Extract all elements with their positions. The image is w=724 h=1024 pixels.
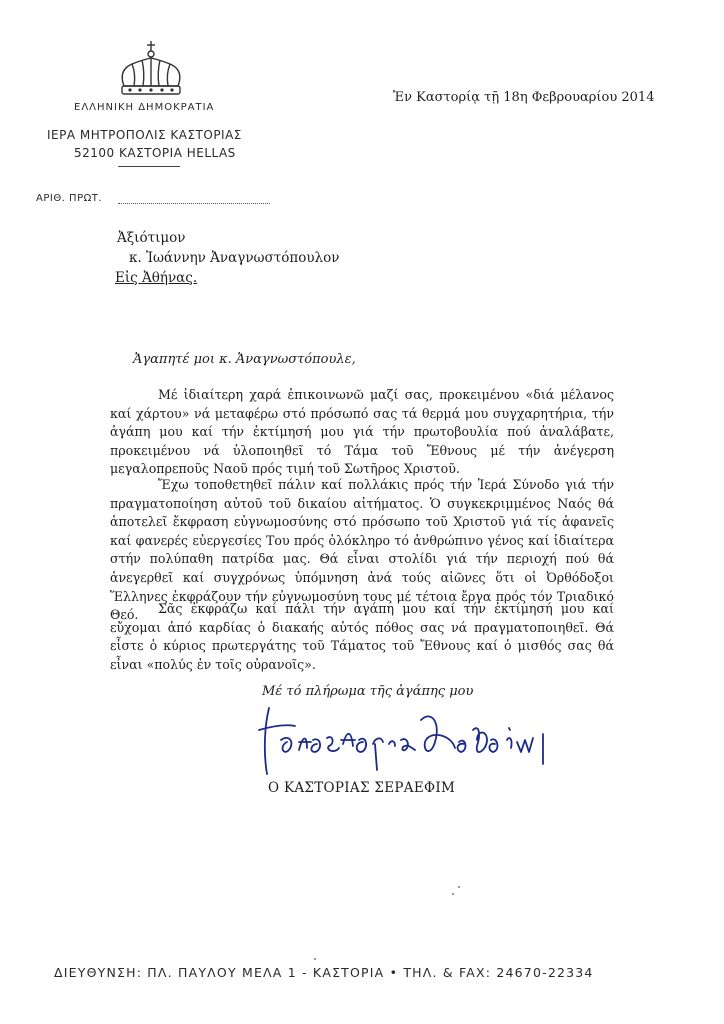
- footer-address: ΔΙΕΥΘΥΝΣΗ: ΠΛ. ΠΑΥΛΟΥ ΜΕΛΑ 1 - ΚΑΣΤΟΡΙΑ • ΤΗΛ. & FAX: 24670-22334: [54, 965, 594, 980]
- letterhead-republic: ΕΛΛΗΝΙΚΗ ΔΗΜΟΚΡΑΤΙΑ: [74, 102, 215, 113]
- scan-speck: [452, 893, 454, 895]
- salutation: Ἀγαπητέ μοι κ. Ἀναγνωστόπουλε,: [133, 352, 356, 367]
- letterhead-metropolis: ΙΕΡΑ ΜΗΤΡΟΠΟΛΙΣ ΚΑΣΤΟΡΙΑΣ: [47, 128, 242, 142]
- body-paragraph-1: [110, 386, 614, 479]
- letterhead-postal-address: 52100 ΚΑΣΤΟΡΙΑ HELLAS: [74, 146, 236, 160]
- letter-date: Ἐν Καστορίᾳ τῇ 18η Φεβρουαρίου 2014: [393, 90, 655, 105]
- body-paragraph-3: [110, 600, 614, 674]
- handwritten-signature: [255, 700, 555, 780]
- crown-emblem-icon: [112, 40, 190, 98]
- signatory-name: Ο ΚΑΣΤΟΡΙΑΣ ΣΕΡΑΕΦΙΜ: [268, 780, 456, 796]
- addressee-honorific: Ἀξιότιμον: [117, 230, 186, 246]
- letterhead-divider: [118, 166, 180, 167]
- scan-speck: [458, 886, 460, 888]
- protocol-number-line: [118, 203, 270, 204]
- body-paragraph-1-text: Μέ ἰδιαίτερη χαρά ἐπικοινωνῶ μαζί σας, προκειμένου «διά μέλανος καί χάρτου» νά μεταφέρω στό πρόσωπό σας τά θερμά μου συγχαρητήρια, τήν ἀγάπη μου καί τήν ἐκτίμησή μου γιά τήν πρωτοβουλία πού ἀναλάβατε, προκειμένου νά ὑλοποιηθεῖ τό Τάμα τοῦ Ἔθνους μέ τήν ἀνέγερση μεγαλοπρεποῦς Ναοῦ πρός τιμή τοῦ Σωτῆρος Χριστοῦ.: [110, 387, 614, 477]
- closing-line: Μέ τό πλήρωμα τῆς ἀγάπης μου: [262, 684, 474, 699]
- scan-speck: [314, 958, 316, 960]
- addressee-city: Εἰς Ἀθήνας.: [115, 270, 198, 286]
- body-paragraph-3-text: Σᾶς ἐκφράζω καί πάλι τήν ἀγάπη μου καί τήν ἐκτίμησή μου καί εὔχομαι ἀπό καρδίας ὁ διακαής αὐτός πόθος σας νά πραγματοποιηθεῖ. Θά εἶστε ὁ κύριος πρωτεργάτης τοῦ Τάματος τοῦ Ἔθνους καί ὁ μισθός σας θά εἶναι «πολύς ἐν τοῖς οὐρανοῖς».: [110, 601, 614, 672]
- body-paragraph-2-text: Ἔχω τοποθετηθεῖ πάλιν καί πολλάκις πρός τήν Ἱερά Σύνοδο γιά τήν πραγματοποίηση αὐτοῦ τοῦ δικαίου αἰτήματος. Ὁ συγκεκριμμένος Ναός θά ἀποτελεῖ ἔκφραση εὐγνωμοσύνης στό πρόσωπο τοῦ Χριστοῦ γιά τίς ἀφανεῖς καί φανερές εὐεργεσίες Του πρός ὁλόκληρο τό ἀνθρώπινο γένος καί ἰδιαίτερα στήν πολύπαθη πατρίδα μας. Θά εἶναι στολίδι γιά τήν περιοχή πού θά ἀνεγερθεῖ καί συγχρόνως ὑπόμνηση ἀνά τούς αἰῶνες ὅτι οἱ Ὀρθόδοξοι Ἕλληνες ἐκφράζουν τήν εὐγνωμοσύνη τους μέ τέτοια ἔργα πρός τόν Τριαδικό Θεό.: [110, 477, 614, 623]
- addressee-name: κ. Ἰωάννην Ἀναγνωστόπουλον: [129, 250, 340, 266]
- protocol-number-label: ΑΡΙΘ. ΠΡΩΤ.: [36, 193, 103, 204]
